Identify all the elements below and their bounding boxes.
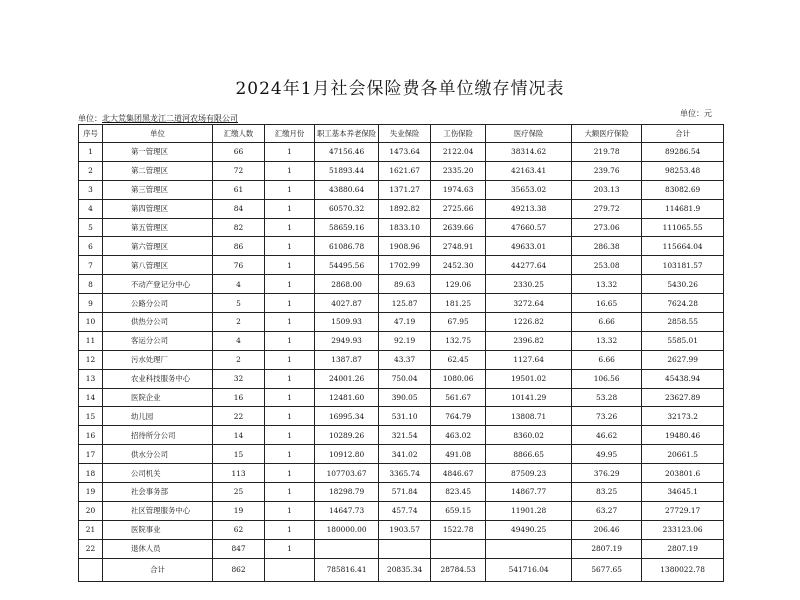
table-cell: 86: [213, 237, 265, 256]
table-cell: 1: [265, 388, 315, 407]
table-cell: 13: [79, 369, 103, 388]
table-cell: 20835.34: [379, 558, 431, 581]
table-cell: 1226.82: [486, 313, 572, 332]
table-cell: 54495.56: [315, 256, 379, 275]
unit-name-cell: 招待所分公司: [103, 426, 213, 445]
table-cell: 34645.1: [642, 483, 724, 502]
table-cell: 44277.64: [486, 256, 572, 275]
table-cell: 239.76: [572, 161, 642, 180]
col-header: 汇缴人数: [213, 125, 265, 143]
table-cell: 19: [79, 483, 103, 502]
currency-unit: 单位：元: [680, 109, 712, 118]
table-cell: 58659.16: [315, 218, 379, 237]
table-cell: 25: [213, 483, 265, 502]
table-cell: 1: [265, 237, 315, 256]
table-cell: 2748.91: [431, 237, 486, 256]
table-cell: 463.02: [431, 426, 486, 445]
table-cell: 253.08: [572, 256, 642, 275]
table-cell: 1127.64: [486, 350, 572, 369]
table-cell: 8866.65: [486, 445, 572, 464]
table-row: [79, 350, 724, 369]
table-cell: 11: [79, 331, 103, 350]
table-cell: 7624.28: [642, 294, 724, 313]
table-cell: 3365.74: [379, 464, 431, 483]
table-cell: 84: [213, 199, 265, 218]
unit-name-cell: 污水处理厂: [103, 350, 213, 369]
table-cell: 49633.01: [486, 237, 572, 256]
table-cell: 114681.9: [642, 199, 724, 218]
col-header: 失业保险: [379, 125, 431, 143]
unit-name-cell: 医院企业: [103, 388, 213, 407]
table-cell: 15: [213, 445, 265, 464]
table-cell: 83082.69: [642, 180, 724, 199]
table-row: [79, 539, 724, 558]
table-cell: 541716.04: [486, 558, 572, 581]
unit-name-cell: 供水分公司: [103, 445, 213, 464]
table-cell: 46.62: [572, 426, 642, 445]
table-cell: 16.65: [572, 294, 642, 313]
table-cell: 42163.41: [486, 161, 572, 180]
table-cell: 66: [213, 143, 265, 162]
table-cell: 9: [79, 294, 103, 313]
table-row: [79, 483, 724, 502]
table-cell: 1: [265, 180, 315, 199]
table-cell: 2: [213, 313, 265, 332]
table-cell: 61: [213, 180, 265, 199]
table-cell: 4: [213, 331, 265, 350]
table-cell: 2: [213, 350, 265, 369]
table-cell: 1380022.78: [642, 558, 724, 581]
table-cell: [315, 539, 379, 558]
table-cell: 20661.5: [642, 445, 724, 464]
table-cell: 1: [265, 350, 315, 369]
table-cell: 321.54: [379, 426, 431, 445]
table-cell: 14: [79, 388, 103, 407]
table-row: [79, 143, 724, 162]
table-cell: 15: [79, 407, 103, 426]
table-cell: 22: [213, 407, 265, 426]
table-row: [79, 294, 724, 313]
table-cell: 341.02: [379, 445, 431, 464]
table-cell: 89286.54: [642, 143, 724, 162]
table-cell: 23627.89: [642, 388, 724, 407]
table-cell: 19480.46: [642, 426, 724, 445]
table-cell: 45438.94: [642, 369, 724, 388]
table-cell: 2868.00: [315, 275, 379, 294]
unit-name-cell: 第一管理区: [103, 143, 213, 162]
table-cell: 1: [265, 143, 315, 162]
table-cell: [79, 558, 103, 581]
table-cell: 5677.65: [572, 558, 642, 581]
table-cell: 862: [213, 558, 265, 581]
unit-name-cell: 退休人员: [103, 539, 213, 558]
table-row: [79, 369, 724, 388]
table-cell: 1833.10: [379, 218, 431, 237]
table-cell: 8360.02: [486, 426, 572, 445]
table-cell: 180000.00: [315, 520, 379, 539]
table-cell: 87509.23: [486, 464, 572, 483]
table-cell: 43880.64: [315, 180, 379, 199]
table-cell: 103181.57: [642, 256, 724, 275]
table-cell: 32: [213, 369, 265, 388]
table-cell: 2807.19: [642, 539, 724, 558]
table-cell: [265, 558, 315, 581]
table-cell: 390.05: [379, 388, 431, 407]
table-row: [79, 464, 724, 483]
table-cell: 53.28: [572, 388, 642, 407]
table-cell: 61086.78: [315, 237, 379, 256]
table-cell: 1509.93: [315, 313, 379, 332]
col-header: 汇缴月份: [265, 125, 315, 143]
col-header: 单位: [103, 125, 213, 143]
table-cell: 6.66: [572, 350, 642, 369]
table-cell: 14: [213, 426, 265, 445]
table-cell: 1: [265, 275, 315, 294]
col-header: 大额医疗保险: [572, 125, 642, 143]
col-header: 工伤保险: [431, 125, 486, 143]
table-cell: 181.25: [431, 294, 486, 313]
table-cell: 28784.53: [431, 558, 486, 581]
table-cell: 7: [79, 256, 103, 275]
table-cell: 561.67: [431, 388, 486, 407]
table-cell: 24001.26: [315, 369, 379, 388]
col-header: 职工基本养老保险: [315, 125, 379, 143]
table-cell: 111065.55: [642, 218, 724, 237]
table-cell: 10912.80: [315, 445, 379, 464]
table-cell: 1903.57: [379, 520, 431, 539]
table-cell: 14647.73: [315, 501, 379, 520]
table-row: [79, 520, 724, 539]
table-cell: 1: [79, 143, 103, 162]
table-cell: 60570.32: [315, 199, 379, 218]
table-row: [79, 445, 724, 464]
table-cell: 1: [265, 218, 315, 237]
table-cell: 67.95: [431, 313, 486, 332]
table-row: [79, 331, 724, 350]
table-cell: 1: [265, 331, 315, 350]
table-cell: [486, 539, 572, 558]
table-cell: 1702.99: [379, 256, 431, 275]
table-cell: 106.56: [572, 369, 642, 388]
table-cell: 2949.93: [315, 331, 379, 350]
table-cell: 51893.44: [315, 161, 379, 180]
table-cell: 35653.02: [486, 180, 572, 199]
table-row: [79, 388, 724, 407]
table-cell: 1621.67: [379, 161, 431, 180]
table-cell: 286.38: [572, 237, 642, 256]
table-cell: 16: [213, 388, 265, 407]
col-header: 序号: [79, 125, 103, 143]
table-row: [79, 313, 724, 332]
table-cell: 1908.96: [379, 237, 431, 256]
table-cell: 13.32: [572, 331, 642, 350]
table-cell: 4846.67: [431, 464, 486, 483]
table-cell: 1: [265, 464, 315, 483]
table-cell: 279.72: [572, 199, 642, 218]
table-row: [79, 180, 724, 199]
table-cell: 5: [213, 294, 265, 313]
table-cell: 1: [265, 313, 315, 332]
unit-name-cell: 第三管理区: [103, 180, 213, 199]
table-cell: 1371.27: [379, 180, 431, 199]
table-cell: 2725.66: [431, 199, 486, 218]
table-cell: 4: [213, 275, 265, 294]
page-title: 2024年1月社会保险费各单位缴存情况表: [235, 79, 565, 99]
table-cell: 376.29: [572, 464, 642, 483]
unit-name-cell: 公路分公司: [103, 294, 213, 313]
table-cell: 47156.46: [315, 143, 379, 162]
unit-name-cell: 社会事务部: [103, 483, 213, 502]
table-cell: 43.37: [379, 350, 431, 369]
table-cell: 1: [265, 520, 315, 539]
table-cell: 1974.63: [431, 180, 486, 199]
table-cell: 19: [213, 501, 265, 520]
table-cell: 73.26: [572, 407, 642, 426]
table-cell: 2452.30: [431, 256, 486, 275]
table-cell: 72: [213, 161, 265, 180]
table-cell: 49.95: [572, 445, 642, 464]
unit-name-cell: 农业科技服务中心: [103, 369, 213, 388]
table-cell: 27729.17: [642, 501, 724, 520]
table-cell: 203.13: [572, 180, 642, 199]
table-cell: 3272.64: [486, 294, 572, 313]
table-cell: 1473.64: [379, 143, 431, 162]
table-cell: 113: [213, 464, 265, 483]
table-cell: 1892.82: [379, 199, 431, 218]
table-cell: 38314.62: [486, 143, 572, 162]
unit-name-cell: 幼儿园: [103, 407, 213, 426]
table-cell: 2858.55: [642, 313, 724, 332]
insurance-table: [78, 124, 724, 582]
table-cell: 206.46: [572, 520, 642, 539]
table-cell: 1: [265, 294, 315, 313]
table-cell: 233123.06: [642, 520, 724, 539]
table-row: [79, 161, 724, 180]
table-cell: 1: [265, 161, 315, 180]
table-cell: 2396.82: [486, 331, 572, 350]
table-cell: 2639.66: [431, 218, 486, 237]
table-cell: 5: [79, 218, 103, 237]
table-cell: 10141.29: [486, 388, 572, 407]
table-cell: 115664.04: [642, 237, 724, 256]
unit-name-cell: 医院事业: [103, 520, 213, 539]
table-cell: 20: [79, 501, 103, 520]
table-cell: 2122.04: [431, 143, 486, 162]
unit-name-cell: 第四管理区: [103, 199, 213, 218]
table-cell: 10: [79, 313, 103, 332]
table-cell: 1: [265, 407, 315, 426]
unit-name-cell: 供热分公司: [103, 313, 213, 332]
unit-name-cell: 公司机关: [103, 464, 213, 483]
table-cell: 21: [79, 520, 103, 539]
table-row: [79, 501, 724, 520]
table-cell: 47660.57: [486, 218, 572, 237]
table-cell: 32173.2: [642, 407, 724, 426]
table-cell: 6.66: [572, 313, 642, 332]
table-cell: 6: [79, 237, 103, 256]
table-cell: 10289.26: [315, 426, 379, 445]
table-cell: 1: [265, 369, 315, 388]
table-cell: 63.27: [572, 501, 642, 520]
table-cell: 2335.20: [431, 161, 486, 180]
table-cell: 219.78: [572, 143, 642, 162]
table-cell: 49490.25: [486, 520, 572, 539]
unit-name-cell: 第五管理区: [103, 218, 213, 237]
table-cell: 4: [79, 199, 103, 218]
col-header: 合计: [642, 125, 724, 143]
table-cell: 2807.19: [572, 539, 642, 558]
table-cell: 62.45: [431, 350, 486, 369]
table-cell: 750.04: [379, 369, 431, 388]
table-cell: 4027.87: [315, 294, 379, 313]
company-name: 北大荒集团黑龙江二道河农场有限公司: [102, 114, 238, 123]
table-cell: 14867.77: [486, 483, 572, 502]
table-cell: 1: [265, 483, 315, 502]
table-cell: 3: [79, 180, 103, 199]
table-cell: 203801.6: [642, 464, 724, 483]
table-cell: 1387.87: [315, 350, 379, 369]
table-cell: 1: [265, 199, 315, 218]
table-cell: 5430.26: [642, 275, 724, 294]
table-row: [79, 218, 724, 237]
table-cell: 19501.02: [486, 369, 572, 388]
table-cell: 847: [213, 539, 265, 558]
table-cell: 1: [265, 256, 315, 275]
table-cell: 83.25: [572, 483, 642, 502]
table-cell: 273.06: [572, 218, 642, 237]
table-cell: 16995.34: [315, 407, 379, 426]
table-cell: 1522.78: [431, 520, 486, 539]
table-cell: 49213.38: [486, 199, 572, 218]
table-cell: 12: [79, 350, 103, 369]
table-cell: 62: [213, 520, 265, 539]
unit-name-cell: 不动产登记分中心: [103, 275, 213, 294]
table-cell: [431, 539, 486, 558]
table-row: [79, 256, 724, 275]
table-cell: 1080.06: [431, 369, 486, 388]
table-cell: 16: [79, 426, 103, 445]
table-cell: 18: [79, 464, 103, 483]
table-cell: 491.08: [431, 445, 486, 464]
table-cell: 17: [79, 445, 103, 464]
table-cell: 82: [213, 218, 265, 237]
table-cell: 92.19: [379, 331, 431, 350]
table-cell: 764.79: [431, 407, 486, 426]
table-row: [79, 275, 724, 294]
table-cell: 13808.71: [486, 407, 572, 426]
header-row: [79, 125, 724, 143]
table-cell: 11901.28: [486, 501, 572, 520]
table-cell: 2627.99: [642, 350, 724, 369]
table-cell: 8: [79, 275, 103, 294]
table-row: [79, 199, 724, 218]
unit-name-cell: 社区管理服务中心: [103, 501, 213, 520]
table-cell: 659.15: [431, 501, 486, 520]
unit-name-cell: 第二管理区: [103, 161, 213, 180]
table-cell: 12481.60: [315, 388, 379, 407]
col-header: 医疗保险: [486, 125, 572, 143]
table-cell: 107703.67: [315, 464, 379, 483]
unit-company: [78, 113, 238, 124]
table-cell: 531.10: [379, 407, 431, 426]
table-row: [79, 407, 724, 426]
table-cell: 457.74: [379, 501, 431, 520]
unit-name-cell: 客运分公司: [103, 331, 213, 350]
unit-name-cell: 第六管理区: [103, 237, 213, 256]
table-cell: 76: [213, 256, 265, 275]
table-cell: 1: [265, 445, 315, 464]
table-row: [79, 426, 724, 445]
table-cell: 18298.79: [315, 483, 379, 502]
table-row: [79, 237, 724, 256]
table-cell: 2: [79, 161, 103, 180]
table-cell: 132.75: [431, 331, 486, 350]
unit-label: 单位：: [78, 114, 102, 123]
table-cell: 823.45: [431, 483, 486, 502]
table-cell: [379, 539, 431, 558]
total-row: [79, 558, 724, 581]
table-cell: 47.19: [379, 313, 431, 332]
table-cell: 2330.25: [486, 275, 572, 294]
table-cell: 1: [265, 426, 315, 445]
table-cell: 1: [265, 501, 315, 520]
table-cell: 13.32: [572, 275, 642, 294]
table-cell: 1: [265, 539, 315, 558]
table-cell: 129.06: [431, 275, 486, 294]
table-cell: 98253.48: [642, 161, 724, 180]
total-label: 合计: [103, 558, 213, 581]
table-cell: 22: [79, 539, 103, 558]
table-cell: 785816.41: [315, 558, 379, 581]
unit-name-cell: 第八管理区: [103, 256, 213, 275]
table-cell: 125.87: [379, 294, 431, 313]
table-cell: 89.63: [379, 275, 431, 294]
table-cell: 571.84: [379, 483, 431, 502]
table-cell: 5585.01: [642, 331, 724, 350]
